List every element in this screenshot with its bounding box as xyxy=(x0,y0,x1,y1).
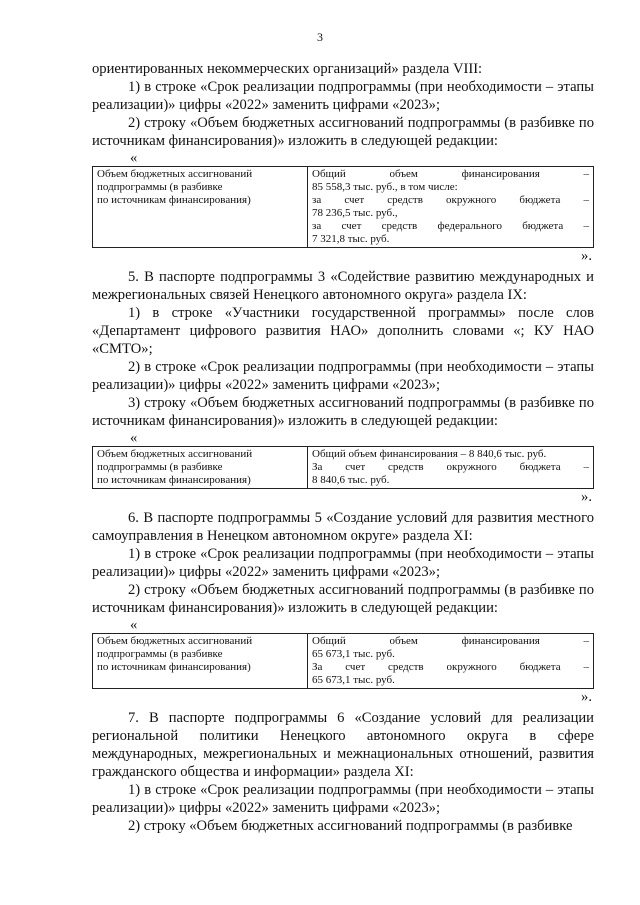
sec7-item1: 1) в строке «Срок реализации подпрограммы (при необходимости – этапы реализации)» цифры «2022» заменить цифрами «2023»; xyxy=(92,782,594,816)
table-value-cell: Общий объем финансирования – 65 673,1 тыс. руб. За счет средств окружного бюджета – 65 673,1 тыс. руб. xyxy=(308,634,594,689)
table-value-cell: Общий объем финансирования – 85 558,3 тыс. руб., в том числе: за счет средств окружного бюджета – 78 236,5 тыс. руб., за счет средств федерального бюджета – 7 321,8 тыс. руб. xyxy=(308,167,594,248)
page-number: 3 xyxy=(317,30,323,44)
table-label-cell: Объем бюджетных ассигнований подпрограммы (в разбивке по источникам финансирования) xyxy=(93,447,308,489)
sec5-item1: 1) в строке «Участники государственной программы» после слов «Департамент цифрового развития НАО» дополнить словами «; КУ НАО «СМТО»; xyxy=(92,305,594,357)
quote-open: « xyxy=(130,430,138,446)
document-body xyxy=(92,60,594,835)
sec6-item1: 1) в строке «Срок реализации подпрограммы (при необходимости – этапы реализации)» цифры «2022» заменить цифрами «2023»; xyxy=(92,546,594,580)
quote-open: « xyxy=(130,617,138,633)
sec5-heading: 5. В паспорте подпрограммы 3 «Содействие развитию международных и межрегиональных связей Ненецкого автономного округа» раздела IX: xyxy=(92,269,594,303)
quote-open: « xyxy=(130,150,138,166)
quote-close: ». xyxy=(581,489,592,505)
table-value-cell: Общий объем финансирования – 8 840,6 тыс. руб. За счет средств окружного бюджета – 8 840,6 тыс. руб. xyxy=(308,447,594,489)
funding-table-sec6 xyxy=(92,633,594,689)
quote-close: ». xyxy=(581,248,592,264)
sec4-item2: 2) строку «Объем бюджетных ассигнований подпрограммы (в разбивке по источникам финансирования)» изложить в следующей редакции: xyxy=(92,115,594,149)
table-label-cell: Объем бюджетных ассигнований подпрограммы (в разбивке по источникам финансирования) xyxy=(93,167,308,248)
sec7-item2: 2) строку «Объем бюджетных ассигнований подпрограммы (в разбивке xyxy=(128,818,573,834)
sec4-item1: 1) в строке «Срок реализации подпрограммы (при необходимости – этапы реализации)» цифры «2022» заменить цифрами «2023»; xyxy=(92,79,594,113)
funding-table-sec4 xyxy=(92,166,594,248)
sec5-item3: 3) строку «Объем бюджетных ассигнований подпрограммы (в разбивке по источникам финансирования)» изложить в следующей редакции: xyxy=(92,395,594,429)
quote-close: ». xyxy=(581,689,592,705)
intro-line: ориентированных некоммерческих организаций» раздела VIII: xyxy=(92,61,483,77)
funding-table-sec5 xyxy=(92,446,594,489)
sec5-item2: 2) в строке «Срок реализации подпрограммы (при необходимости – этапы реализации)» цифры «2022» заменить цифрами «2023»; xyxy=(92,359,594,393)
table-label-cell: Объем бюджетных ассигнований подпрограммы (в разбивке по источникам финансирования) xyxy=(93,634,308,689)
sec6-item2: 2) строку «Объем бюджетных ассигнований подпрограммы (в разбивке по источникам финансирования)» изложить в следующей редакции: xyxy=(92,582,594,616)
sec6-heading: 6. В паспорте подпрограммы 5 «Создание условий для развития местного самоуправления в Ненецком автономном округе» раздела XI: xyxy=(92,510,594,544)
sec7-heading: 7. В паспорте подпрограммы 6 «Создание условий для реализации региональной политики Ненецкого автономного округа в сфере международных, межрегиональных и межнациональных отношений, развития гражданского общества и информации» раздела XI: xyxy=(92,710,594,780)
